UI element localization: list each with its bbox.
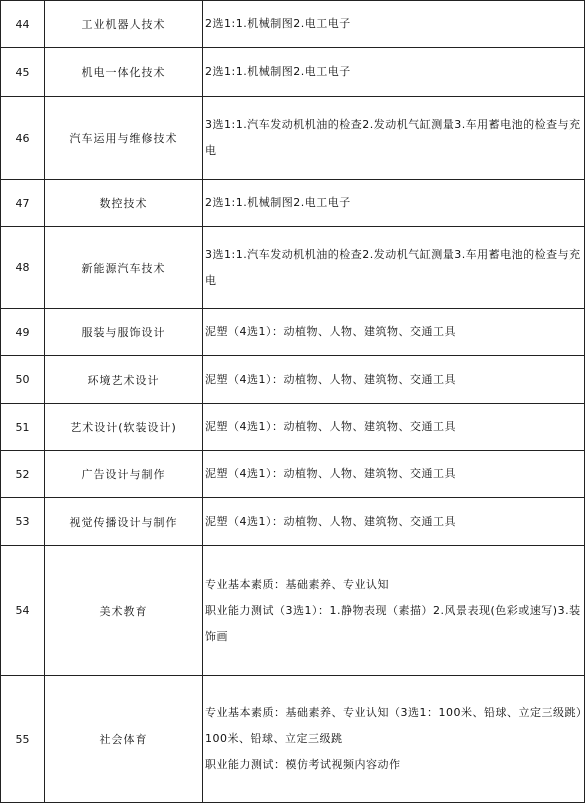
major-name: 汽车运用与维修技术 bbox=[45, 97, 203, 180]
row-number: 47 bbox=[1, 180, 45, 227]
table-row bbox=[1, 356, 585, 404]
table-row bbox=[1, 676, 585, 803]
table-row bbox=[1, 451, 585, 498]
major-name: 环境艺术设计 bbox=[45, 356, 203, 404]
table-row bbox=[1, 498, 585, 546]
exam-content: 泥塑（4选1）：动植物、人物、建筑物、交通工具 bbox=[203, 498, 585, 546]
major-name: 工业机器人技术 bbox=[45, 1, 203, 48]
major-name: 数控技术 bbox=[45, 180, 203, 227]
row-number: 53 bbox=[1, 498, 45, 546]
table-row bbox=[1, 97, 585, 180]
row-number: 46 bbox=[1, 97, 45, 180]
exam-content: 2选1:1.机械制图2.电工电子 bbox=[203, 1, 585, 48]
row-number: 52 bbox=[1, 451, 45, 498]
exam-content: 泥塑（4选1）：动植物、人物、建筑物、交通工具 bbox=[203, 404, 585, 451]
table-row bbox=[1, 309, 585, 356]
exam-content: 2选1:1.机械制图2.电工电子 bbox=[203, 180, 585, 227]
major-name: 新能源汽车技术 bbox=[45, 227, 203, 309]
table-row bbox=[1, 546, 585, 676]
row-number: 55 bbox=[1, 676, 45, 803]
major-name: 服装与服饰设计 bbox=[45, 309, 203, 356]
exam-content: 泥塑（4选1）：动植物、人物、建筑物、交通工具 bbox=[203, 451, 585, 498]
row-number: 45 bbox=[1, 48, 45, 97]
row-number: 51 bbox=[1, 404, 45, 451]
table-row bbox=[1, 1, 585, 48]
row-number: 44 bbox=[1, 1, 45, 48]
major-name: 视觉传播设计与制作 bbox=[45, 498, 203, 546]
major-name: 机电一体化技术 bbox=[45, 48, 203, 97]
table-row bbox=[1, 227, 585, 309]
major-name: 社会体育 bbox=[45, 676, 203, 803]
row-number: 50 bbox=[1, 356, 45, 404]
table-row bbox=[1, 48, 585, 97]
exam-content: 专业基本素质：基础素养、专业认知（3选1：100米、铅球、立定三级跳）100米、铅球、立定三级跳 职业能力测试：模仿考试视频内容动作 bbox=[203, 676, 585, 803]
major-name: 艺术设计(软装设计) bbox=[45, 404, 203, 451]
exam-content: 2选1:1.机械制图2.电工电子 bbox=[203, 48, 585, 97]
exam-content: 3选1:1.汽车发动机机油的检查2.发动机气缸测量3.车用蓄电池的检查与充电 bbox=[203, 227, 585, 309]
exam-content: 专业基本素质：基础素养、专业认知 职业能力测试（3选1）：1.静物表现（素描）2.风景表现(色彩或速写)3.装饰画 bbox=[203, 546, 585, 676]
major-name: 广告设计与制作 bbox=[45, 451, 203, 498]
exam-content: 3选1:1.汽车发动机机油的检查2.发动机气缸测量3.车用蓄电池的检查与充电 bbox=[203, 97, 585, 180]
exam-content: 泥塑（4选1）：动植物、人物、建筑物、交通工具 bbox=[203, 356, 585, 404]
row-number: 49 bbox=[1, 309, 45, 356]
row-number: 48 bbox=[1, 227, 45, 309]
major-name: 美术教育 bbox=[45, 546, 203, 676]
exam-content: 泥塑（4选1）：动植物、人物、建筑物、交通工具 bbox=[203, 309, 585, 356]
row-number: 54 bbox=[1, 546, 45, 676]
table-row bbox=[1, 404, 585, 451]
table-row bbox=[1, 180, 585, 227]
